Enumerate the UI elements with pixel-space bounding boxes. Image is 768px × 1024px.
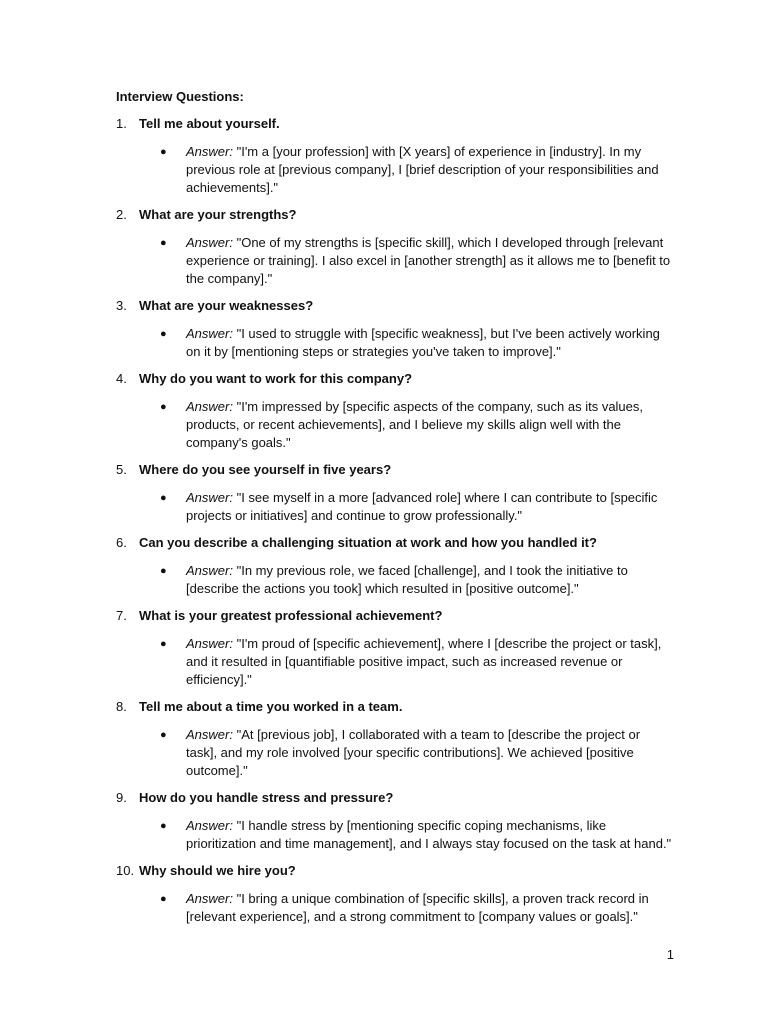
question-text: Why should we hire you? [139,863,296,878]
answer-text: "I'm a [your profession] with [X years] of experience in [industry]. In my previous role at [previous company], I [brief description of your responsibilities and achievements]." [186,144,659,195]
question-text: Can you describe a challenging situation at work and how you handled it? [139,535,597,550]
answer-item [160,398,676,452]
answer-text: "I handle stress by [mentioning specific coping mechanisms, like prioritization and time management], and I always stay focused on the task at hand." [186,818,672,851]
bullet-icon: ● [160,328,167,340]
question-text: Tell me about a time you worked in a team. [139,699,403,714]
answer-body [186,489,672,525]
question-item [116,698,676,780]
answer-text: "One of my strengths is [specific skill], which I developed through [relevant experience or training]. I also excel in [another strength] as it allows me to [benefit to the company]." [186,235,671,286]
question-text: How do you handle stress and pressure? [139,790,394,805]
answer-text: "In my previous role, we faced [challenge], and I took the initiative to [describe the actions you took] which resulted in [positive outcome]." [186,563,628,596]
answer-label: Answer: [186,399,233,414]
answer-item [160,635,676,689]
answer-item [160,143,676,197]
question-item [116,534,676,598]
document-title: Interview Questions: [116,89,244,104]
question-number: 5. [116,462,127,477]
answer-label: Answer: [186,235,233,250]
answer-label: Answer: [186,144,233,159]
answer-label: Answer: [186,326,233,341]
question-number: 6. [116,535,127,550]
answer-label: Answer: [186,490,233,505]
answer-item [160,325,676,361]
question-number: 3. [116,298,127,313]
bullet-icon: ● [160,492,167,504]
answer-text: "I see myself in a more [advanced role] where I can contribute to [specific projects or initiatives] and continue to grow professionally." [186,490,658,523]
answer-text: "I bring a unique combination of [specific skills], a proven track record in [relevant experience], and a strong commitment to [company values or goals]." [186,891,649,924]
answer-item [160,890,676,926]
answer-text: "I'm proud of [specific achievement], where I [describe the project or task], and it resulted in [quantifiable positive impact, such as increased revenue or efficiency]." [186,636,662,687]
answer-item [160,234,676,288]
answer-label: Answer: [186,636,233,651]
question-item [116,607,676,689]
answer-item [160,489,676,525]
question-number: 10. [116,863,135,878]
bullet-icon: ● [160,638,167,650]
question-item [116,206,676,288]
question-item [116,461,676,525]
answer-body [186,562,672,598]
question-text: What is your greatest professional achievement? [139,608,443,623]
question-number: 8. [116,699,127,714]
answer-text: "At [previous job], I collaborated with a team to [describe the project or task], and my role involved [your specific contributions]. We achieved [positive outcome]." [186,727,641,778]
answer-body [186,143,672,197]
answer-text: "I'm impressed by [specific aspects of the company, such as its values, products, or recent achievements], and I believe my skills align well with the company's goals." [186,399,644,450]
answer-body [186,325,672,361]
question-text: What are your strengths? [139,207,297,222]
question-item [116,789,676,853]
answer-body [186,726,672,780]
bullet-icon: ● [160,893,167,905]
answer-body [186,234,672,288]
answer-body [186,890,672,926]
page-number: 1 [666,947,674,962]
question-item [116,115,676,197]
question-text: Why do you want to work for this company? [139,371,413,386]
answer-body [186,398,672,452]
answer-body [186,817,672,853]
answer-label: Answer: [186,563,233,578]
answer-item [160,726,676,780]
answer-text: "I used to struggle with [specific weakness], but I've been actively working on it by [mentioning steps or strategies you've taken to improve]." [186,326,660,359]
bullet-icon: ● [160,401,167,413]
question-number: 2. [116,207,127,222]
answer-label: Answer: [186,818,233,833]
question-number: 9. [116,790,127,805]
bullet-icon: ● [160,820,167,832]
answer-item [160,817,676,853]
question-text: Where do you see yourself in five years? [139,462,392,477]
bullet-icon: ● [160,729,167,741]
question-text: What are your weaknesses? [139,298,314,313]
question-number: 4. [116,371,127,386]
bullet-icon: ● [160,565,167,577]
question-item [116,862,676,926]
question-list [116,115,676,935]
question-item [116,297,676,361]
answer-label: Answer: [186,891,233,906]
answer-label: Answer: [186,727,233,742]
answer-body [186,635,672,689]
question-item [116,370,676,452]
question-number: 1. [116,116,127,131]
bullet-icon: ● [160,237,167,249]
bullet-icon: ● [160,146,167,158]
question-number: 7. [116,608,127,623]
question-text: Tell me about yourself. [139,116,280,131]
answer-item [160,562,676,598]
